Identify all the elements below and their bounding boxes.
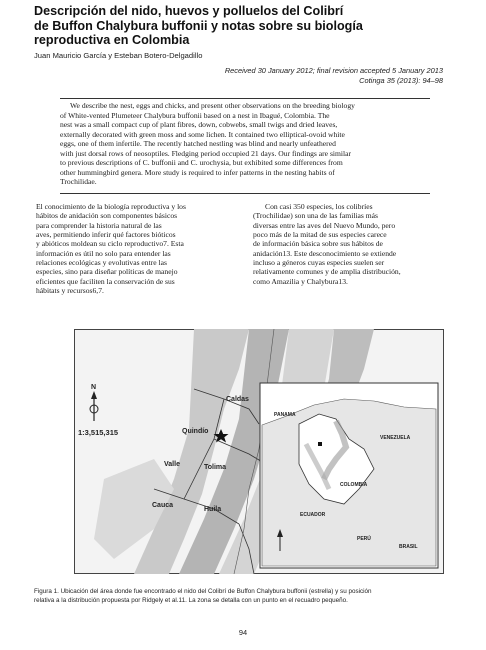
abstract-line: externally decorated with green moss and some lichen. It contained two elliptical-ovoid white xyxy=(60,129,345,139)
abstract-line: of White-vented Plumeteer Chalybura buffonii based on a nest in Ibagué, Colombia. The xyxy=(60,110,330,120)
title-line: Descripción del nido, huevos y polluelos del Colibrí xyxy=(34,4,344,18)
abstract-line: with just dorsal rows of neosoptiles. Fledging period occupied 21 days. Our findings are similar xyxy=(60,148,352,158)
country-label: VENEZUELA xyxy=(380,435,411,441)
body-line: poco más de la mitad de sus especies carece xyxy=(253,230,387,240)
region-label: Tolima xyxy=(204,464,227,471)
figure-caption xyxy=(34,587,454,605)
body-line: y abióticos moldean su ciclo reproductivo7. Esta xyxy=(36,239,184,249)
inset-map xyxy=(260,383,438,568)
title-line: de Buffon Chalybura buffonii y notas sobre su biología xyxy=(34,18,363,33)
region-label: Cauca xyxy=(152,502,174,509)
abstract-line: We describe the nest, eggs and chicks, and present other observations on the breeding biology xyxy=(70,101,355,110)
article-title xyxy=(34,4,464,48)
abstract-line: to previous descriptions of C. buffonii and C. urochysia, but exhibited some differences from xyxy=(60,158,343,168)
country-label: BRASIL xyxy=(399,544,418,550)
abstract-line: Trochilidae. xyxy=(60,177,97,187)
figure-map xyxy=(74,329,444,574)
body-line: eficientes que faciliten la conservación de sus xyxy=(36,276,175,286)
abstract xyxy=(60,98,430,194)
abstract-line: eggs, one of them infertile. The recently hatched nestling was blind and nearly unfeathered xyxy=(60,139,336,149)
body-line: relativamente comunes y de amplia distribución, xyxy=(253,267,401,277)
body-line: incluso a géneros cuyas especies suelen ser xyxy=(253,258,385,268)
country-label: ECUADOR xyxy=(300,512,326,518)
title-line: reproductiva en Colombia xyxy=(34,33,190,48)
country-label: COLOMBIA xyxy=(340,482,368,488)
body-line: anidación13. Este desconocimiento se extiende xyxy=(253,248,397,258)
body-line: aves, permitiendo inferir qué factores bióticos xyxy=(36,230,176,240)
body-line: especies, sino para diseñar políticas de manejo xyxy=(36,267,178,277)
page-number: 94 xyxy=(238,628,248,637)
region-label: Quindío xyxy=(182,428,209,435)
country-label: PERÚ xyxy=(357,536,371,542)
body-line: (Trochilidae) son una de las familias más xyxy=(253,211,378,221)
body-line: diversas entre las aves del Nuevo Mundo, pero xyxy=(253,220,396,230)
region-label: Huila xyxy=(204,506,222,513)
body-line: relaciones ecológicas y evolutivas entre las xyxy=(36,258,167,268)
body-line: hábitats y recursos6,7. xyxy=(36,286,104,296)
region-label: Caldas xyxy=(226,396,249,403)
received-info xyxy=(225,66,443,86)
left-column-text xyxy=(36,202,228,295)
region-label: Valle xyxy=(164,461,180,468)
citation-line: Cotinga 35 (2013): 94–98 xyxy=(359,76,443,85)
body-line: como Amazilia y Chalybura13. xyxy=(253,276,348,286)
caption-line: relativa a la distribución propuesta por Ridgely et al.11. La zona se detalla con un punto en el recuadro pequeño. xyxy=(34,597,348,604)
north-label: N xyxy=(91,384,97,391)
authors: Juan Mauricio García y Esteban Botero-Delgadillo xyxy=(34,51,203,60)
body-line: Con casi 350 especies, los colibríes xyxy=(265,202,373,211)
abstract-line: other hummingbird genera. More study is required to infer patterns in the nesting habits of xyxy=(60,167,335,177)
body-line: información es útil no solo para entender las xyxy=(36,248,171,258)
body-line: para comprender la historia natural de las xyxy=(36,220,162,230)
abstract-line: nest was a small compact cup of plant fibres, down, cobwebs, small twigs and dried leaves, xyxy=(60,120,338,130)
map-scale: 1:3,515,315 xyxy=(78,428,119,437)
received-line: Received 30 January 2012; final revision accepted 5 January 2013 xyxy=(224,66,443,75)
body-line: hábitos de anidación son componentes básicos xyxy=(36,211,178,221)
right-column-text xyxy=(253,202,451,286)
caption-line: Figura 1. Ubicación del área donde fue encontrado el nido del Colibrí de Buffon Chalybura buffonii (estrella) y su posición xyxy=(34,588,372,595)
body-line: de información básica sobre sus hábitos de xyxy=(253,239,383,249)
body-line: El conocimiento de la biología reproductiva y los xyxy=(36,202,186,211)
map-svg xyxy=(74,329,444,574)
country-label: PANAMA xyxy=(274,412,296,418)
